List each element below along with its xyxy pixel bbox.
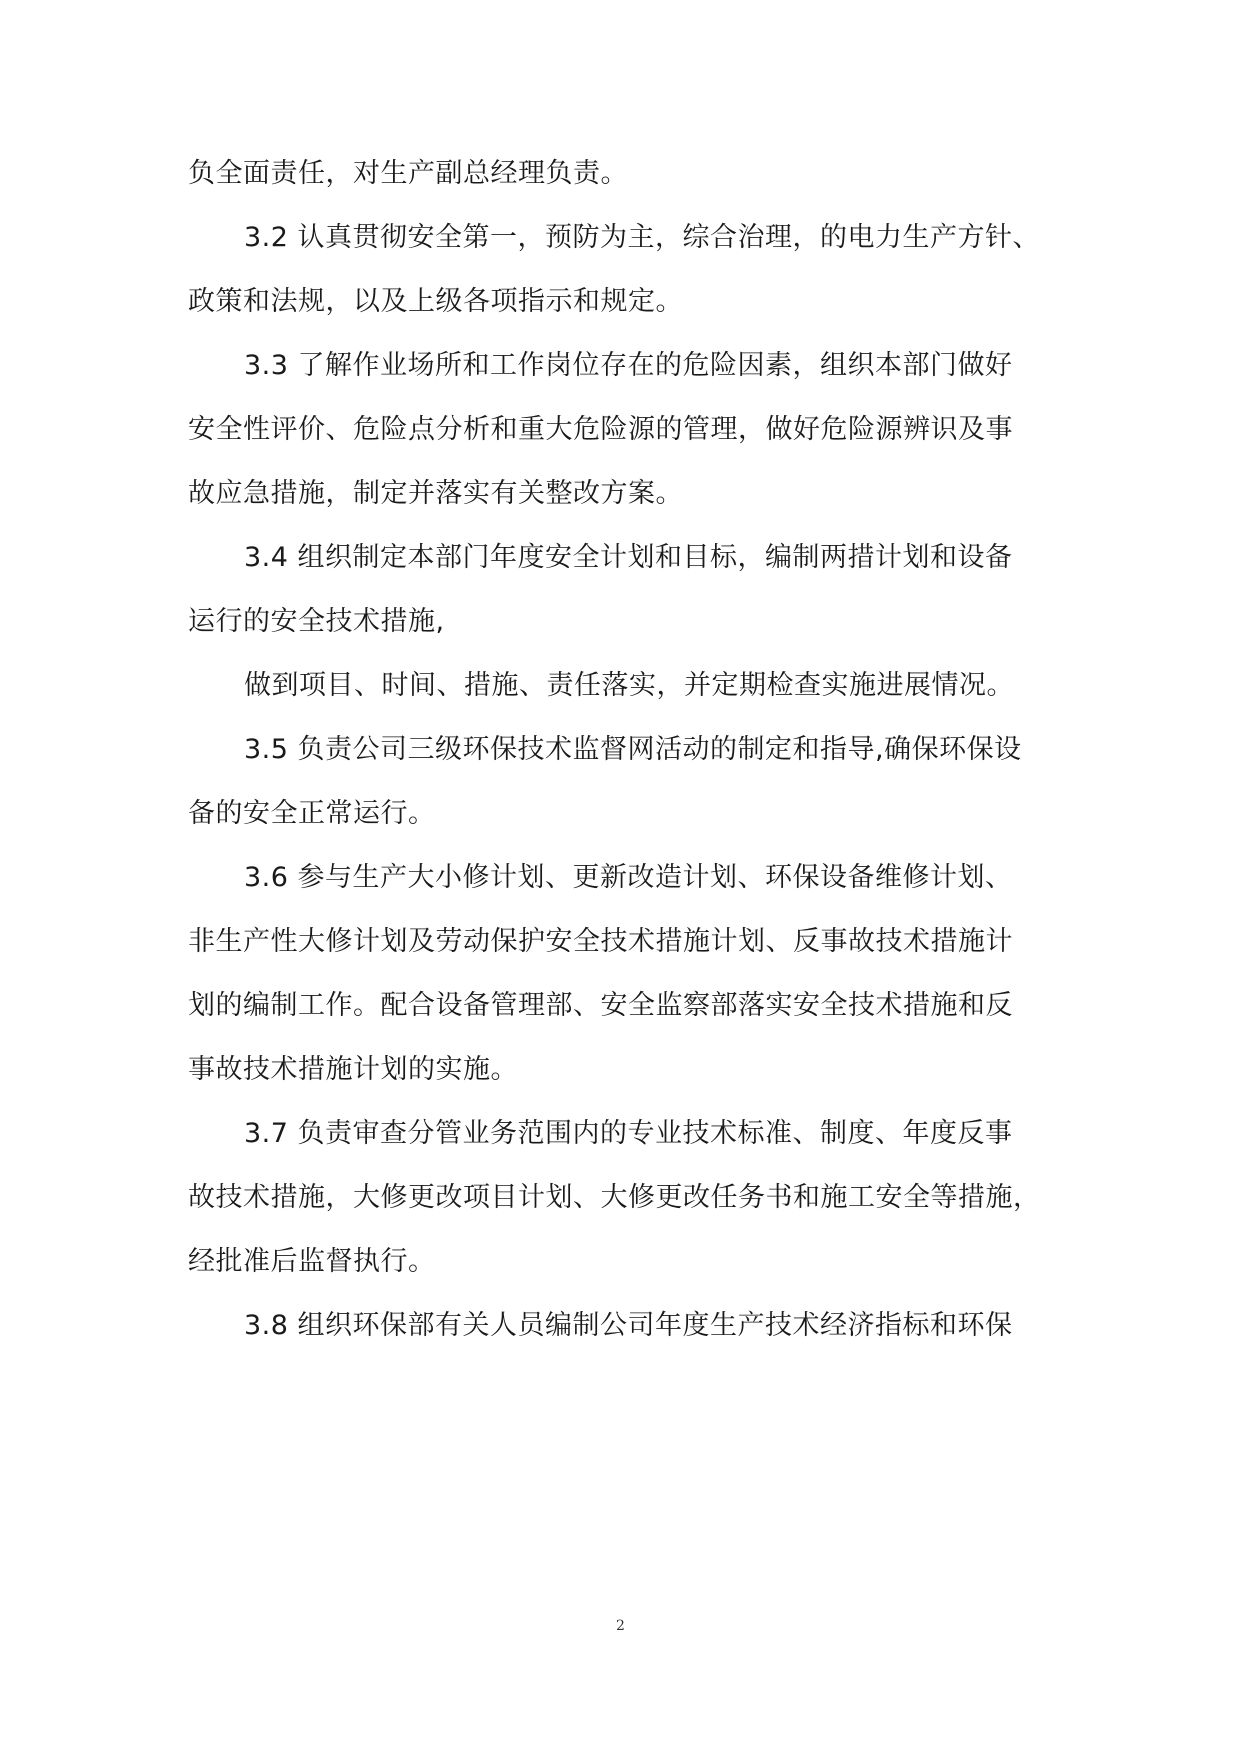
text-line: 故应急措施，制定并落实有关整改方案。: [188, 478, 683, 509]
text-line: 安全性评价、危险点分析和重大危险源的管理，做好危险源辨识及事: [188, 414, 1013, 445]
page-number: 2: [616, 1618, 625, 1634]
text-line: 负全面责任，对生产副总经理负责。: [188, 158, 628, 189]
text-line: 非生产性大修计划及劳动保护安全技术措施计划、反事故技术措施计: [188, 926, 1013, 957]
text-line: 做到项目、时间、措施、责任落实，并定期检查实施进展情况。: [244, 670, 1014, 701]
text-line: 3.5 负责公司三级环保技术监督网活动的制定和指导,确保环保设: [244, 734, 1022, 765]
text-line: 3.3 了解作业场所和工作岗位存在的危险因素，组织本部门做好: [244, 350, 1013, 381]
text-line: 3.4 组织制定本部门年度安全计划和目标，编制两措计划和设备: [244, 542, 1013, 573]
body-text: [188, 142, 1068, 1358]
text-line: 政策和法规，以及上级各项指示和规定。: [188, 286, 683, 317]
text-line: 3.8 组织环保部有关人员编制公司年度生产技术经济指标和环保: [244, 1310, 1013, 1341]
text-line: 划的编制工作。配合设备管理部、安全监察部落实安全技术措施和反: [188, 990, 1013, 1021]
text-line: 故技术措施，大修更改项目计划、大修更改任务书和施工安全等措施，: [188, 1182, 1041, 1213]
text-line: 3.7 负责审查分管业务范围内的专业技术标准、制度、年度反事: [244, 1118, 1013, 1149]
text-line: 备的安全正常运行。: [188, 798, 436, 829]
text-line: 3.6 参与生产大小修计划、更新改造计划、环保设备维修计划、: [244, 862, 1013, 893]
text-line: 3.2 认真贯彻安全第一，预防为主，综合治理，的电力生产方针、: [244, 222, 1041, 253]
text-line: 运行的安全技术措施,: [188, 606, 445, 637]
text-line: 事故技术措施计划的实施。: [188, 1054, 518, 1085]
text-line: 经批准后监督执行。: [188, 1246, 436, 1277]
